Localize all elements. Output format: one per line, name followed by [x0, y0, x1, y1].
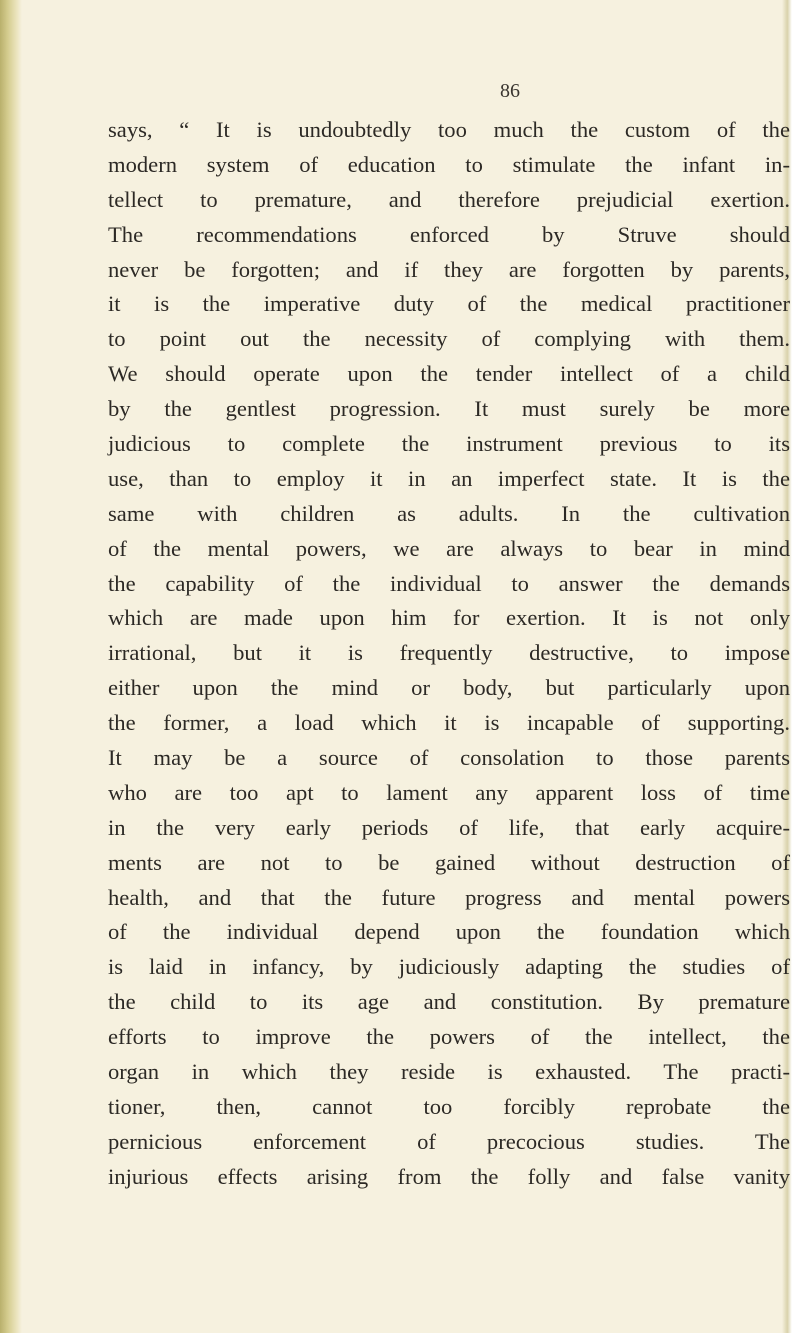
text-line: The recommendations enforced by Struve should	[108, 221, 790, 247]
text-line: either upon the mind or body, but particularly upon	[108, 675, 790, 701]
text-line: the capability of the individual to answer the demands	[108, 570, 790, 596]
text-line: by the gentlest progression. It must surely be more	[108, 396, 790, 422]
page-number: 86	[500, 80, 520, 102]
page-gutter-shadow	[0, 0, 22, 1333]
text-line: of the individual depend upon the foundation which	[108, 919, 790, 945]
text-line: of the mental powers, we are always to bear in mind	[108, 535, 790, 561]
text-line: the former, a load which it is incapable of supporting.	[108, 710, 790, 736]
text-line: it is the imperative duty of the medical practitioner	[108, 291, 790, 317]
text-line: We should operate upon the tender intellect of a child	[108, 361, 790, 387]
text-line: pernicious enforcement of precocious studies. The	[108, 1128, 790, 1154]
body-text	[108, 113, 790, 1195]
text-line: in the very early periods of life, that early acquire-	[108, 814, 790, 840]
text-line: never be forgotten; and if they are forgotten by parents,	[108, 256, 790, 282]
text-line: judicious to complete the instrument previous to its	[108, 431, 790, 457]
text-line: It may be a source of consolation to those parents	[108, 745, 790, 771]
text-line: efforts to improve the powers of the intellect, the	[108, 1024, 790, 1050]
text-line: is laid in infancy, by judiciously adapting the studies of	[108, 954, 790, 980]
text-line: organ in which they reside is exhausted. The practi-	[108, 1059, 790, 1085]
text-line: to point out the necessity of complying with them.	[108, 326, 790, 352]
text-line: who are too apt to lament any apparent loss of time	[108, 779, 790, 805]
text-line: the child to its age and constitution. By premature	[108, 989, 790, 1015]
text-line: tellect to premature, and therefore prejudicial exertion.	[108, 186, 790, 212]
text-line: use, than to employ it in an imperfect state. It is the	[108, 465, 790, 491]
text-line: tioner, then, cannot too forcibly reprobate the	[108, 1093, 790, 1119]
text-line: which are made upon him for exertion. It is not only	[108, 605, 790, 631]
text-line: ments are not to be gained without destruction of	[108, 849, 790, 875]
text-line: health, and that the future progress and mental powers	[108, 884, 790, 910]
text-line: modern system of education to stimulate the infant in-	[108, 151, 790, 177]
text-line: says, “ It is undoubtedly too much the custom of the	[108, 117, 790, 142]
text-line: same with children as adults. In the cultivation	[108, 500, 790, 526]
text-line: injurious effects arising from the folly and false vanity	[108, 1163, 790, 1189]
text-line: irrational, but it is frequently destructive, to impose	[108, 640, 790, 666]
